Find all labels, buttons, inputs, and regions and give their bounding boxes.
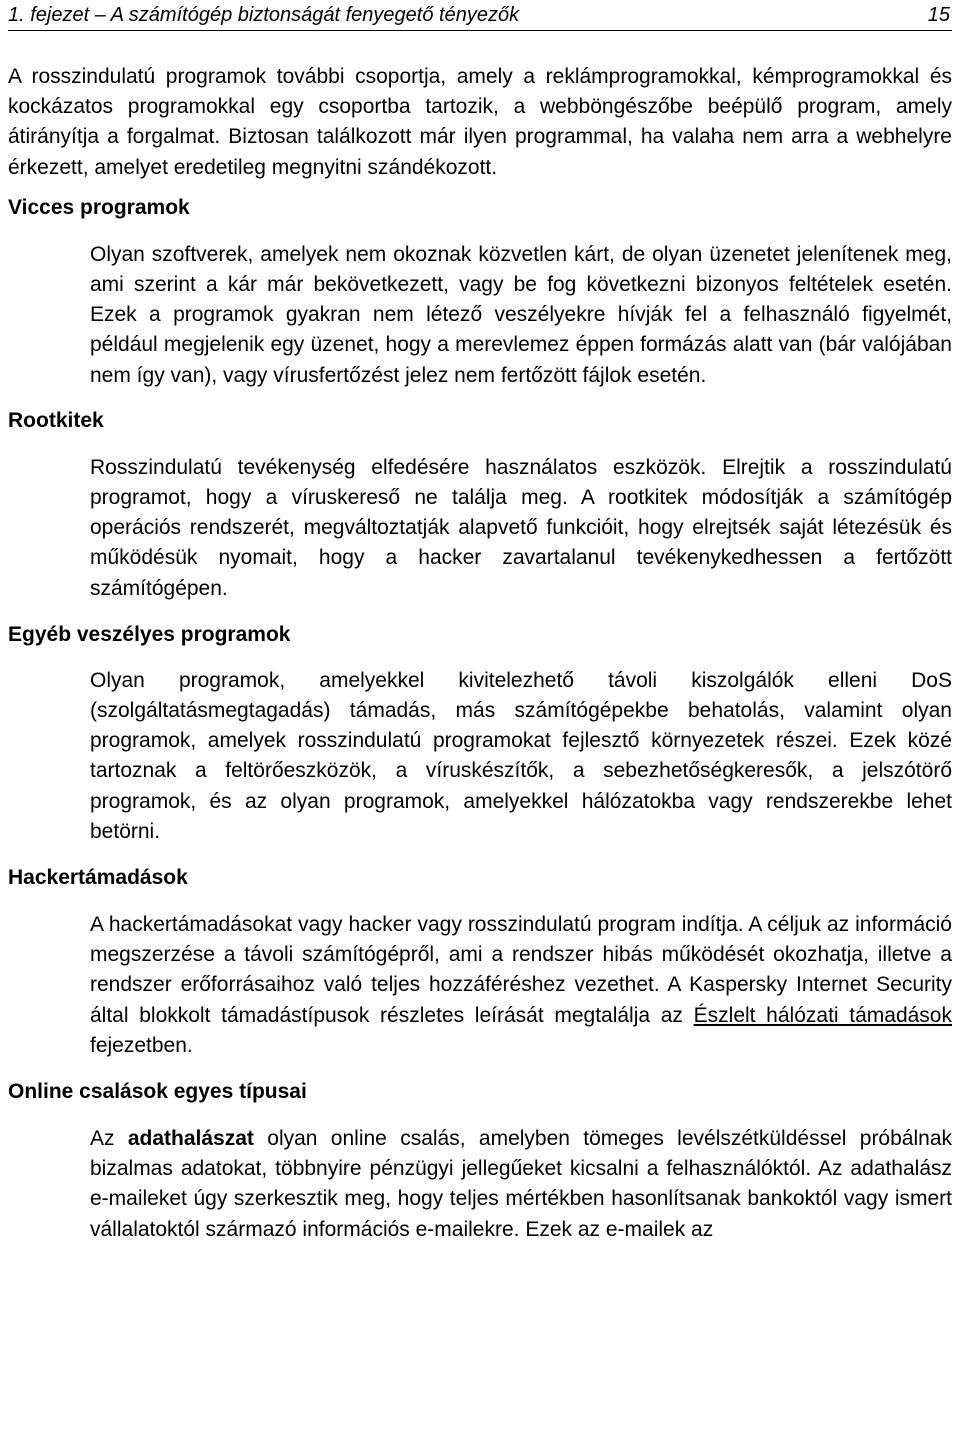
fraud-text-after-bold: olyan online csalás, amelyben tömeges levélszétküldéssel próbálnak bizalmas adatokat, többnyire pénzügyi jellegűeket kicsalni a felhasználóktól. Az adathalász e-maileket úgy szerkesztik meg, hogy teljes mértékben hasonlítsanak bankoktól vagy ismert vállalatoktól származó információs e-mailekre. Ezek az e-mailek az	[90, 1127, 952, 1241]
chapter-title: 1. fejezet – A számítógép biztonságát fenyegető tényezők	[8, 4, 520, 26]
intro-paragraph: A rosszindulatú programok további csoportja, amely a reklámprogramokkal, kémprogramokkal és kockázatos programokkal egy csoportba tartozik, a webböngészőbe beépülő program, amely átirányítja a forgalmat. Biztosan találkozott már ilyen programmal, ha valaha nem arra a webhelyre érkezett, amelyet eredetileg megnyitni szándékozott.	[8, 65, 952, 179]
page-number: 15	[927, 4, 950, 26]
section-body-hacker	[90, 910, 952, 1061]
section-heading-hacker: Hackertámadások	[8, 866, 188, 890]
section-body-rootkits: Rosszindulatú tevékenység elfedésére használatos eszközök. Elrejtik a rosszindulatú programot, hogy a víruskereső ne találja meg. A rootkitek módosítják a számítógép operációs rendszerét, megváltoztatják alapvető funkcióit, hogy elrejtsék saját létezésük és működésük nyomait, hogy a hacker zavartalanul tevékenykedhessen a fertőzött számítógépen.	[90, 455, 952, 600]
section-heading-rootkits: Rootkitek	[8, 408, 104, 432]
section-body-jokes: Olyan szoftverek, amelyek nem okoznak közvetlen kárt, de olyan üzenetet jelenítenek meg, ami szerint a kár már bekövetkezett, vagy be fog következni bizonyos feltételek esetén. Ezek a programok gyakran nem létező veszélyekre hívják fel a felhasználó figyelmét, például megjelenik egy üzenet, hogy a merevlemez éppen formázás alatt van (bár valójában nem így van), vagy vírusfertőzést jelez nem fertőzött fájlok esetén.	[90, 242, 952, 387]
network-attacks-link[interactable]: Észlelt hálózati támadások	[693, 1003, 952, 1027]
section-body-other: Olyan programok, amelyekkel kivitelezhető távoli kiszolgálók elleni DoS (szolgáltatásmegtagadás) támadás, más számítógépekbe behatolás, valamint olyan programok, amelyek rosszindulatú programokat fejlesztő környezetek részei. Ezek közé tartoznak a feltörőeszközök, a víruskészítők, a sebezhetőségkeresők, a jelszótörő programok, és az olyan programok, amelyekkel hálózatokba vagy rendszerekbe lehet betörni.	[90, 668, 952, 843]
section-heading-jokes: Vicces programok	[8, 195, 190, 219]
section-body-fraud	[90, 1124, 952, 1245]
page-header	[8, 2, 952, 31]
page-content	[8, 62, 952, 1245]
section-heading-other: Egyéb veszélyes programok	[8, 622, 291, 646]
hacker-text-after-link: fejezetben.	[90, 1033, 193, 1057]
fraud-text-before-bold: Az	[90, 1127, 128, 1151]
section-heading-fraud: Online csalások egyes típusai	[8, 1080, 307, 1104]
phishing-term: adathalászat	[127, 1127, 254, 1151]
hacker-text-before-link: A hackertámadásokat vagy hacker vagy rosszindulatú program indítja. A céljuk az információ megszerzése a távoli számítógépről, ami a rendszer hibás működését okozhatja, illetve a rendszer erőforrásaihoz való teljes hozzáféréshez vezethet. A Kaspersky Internet Security által blokkolt támadástípusok részletes leírását megtalálja az	[90, 913, 952, 1027]
